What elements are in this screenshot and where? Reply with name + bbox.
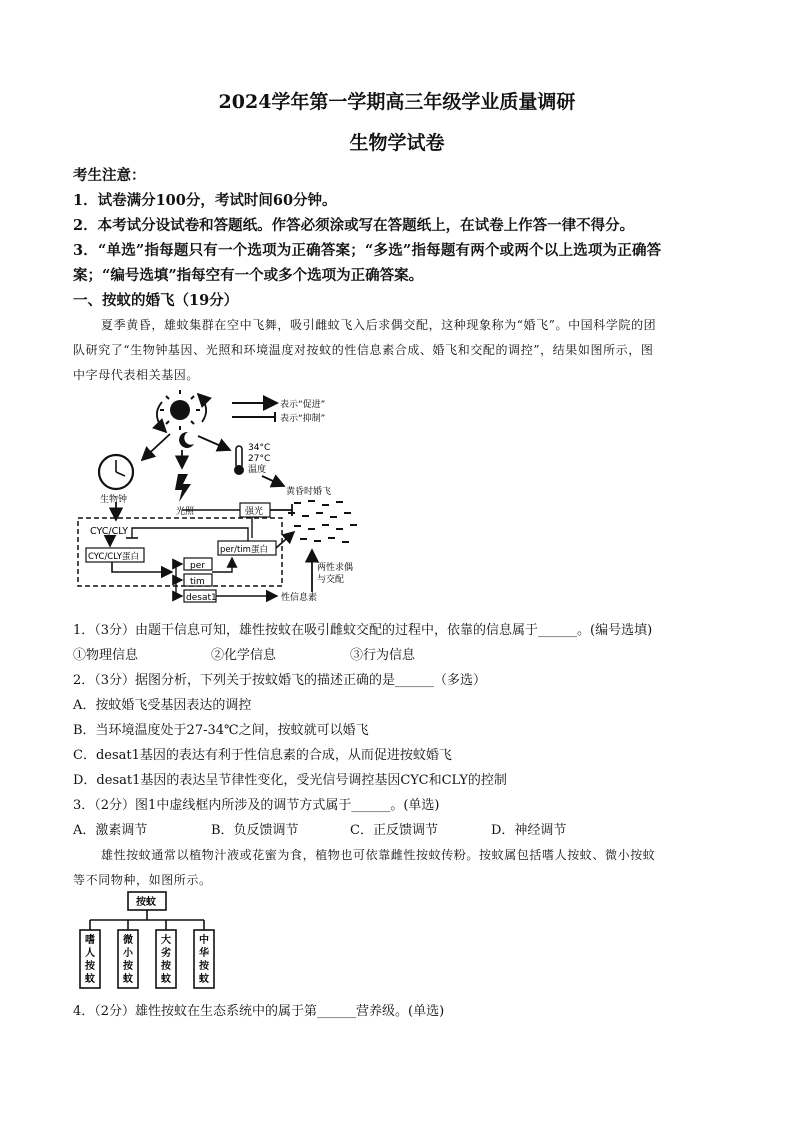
intro-line-1: 夏季黄昏，雄蚊集群在空中飞舞，吸引雌蚊飞入后求偶交配，这种现象称为“婚飞”。中国科学院的团 [101,318,657,332]
legend-inhibit: 表示“抑制” [280,414,326,424]
clock-label: 生物钟 [100,495,128,505]
q1-option-3: ③行为信息 [350,648,416,663]
q4-text: 4．（2分）雄性按蚊在生态系统中的属于第______营养级。(单选) [73,1004,445,1019]
gene-tim: tim [190,577,205,587]
regulation-diagram [72,388,372,606]
q2-text: 2．（3分）据图分析，下列关于按蚊婚飞的描述正确的是______（多选） [73,673,487,688]
strong-light-box: 强光 [245,507,264,517]
per-tim-protein: per/tim蛋白 [220,545,268,555]
tree-leaf-4: 中华按蚊 [199,935,209,985]
intro-line-2: 队研究了“生物钟基因、光照和环境温度对按蚊的性信息素合成、婚飞和交配的调控”，结果如图所示，图 [73,343,654,357]
tree-leaf-3: 大劣按蚊 [161,935,171,985]
moon-icon [179,432,194,448]
mosquito-swarm-icon [288,500,357,543]
temp-high: 34°C [248,443,271,453]
para2-line-2: 等不同物种，如图所示。 [73,873,212,887]
pheromone-label: 性信息素 [281,593,318,603]
mating-label-1: 两性求偶 [317,563,354,573]
q2-option-d: D．desat1基因的表达呈节律性变化，受光信号调控基因CYC和CLY的控制 [73,773,507,788]
temp-low: 27°C [248,454,271,464]
gene-desat1: desat1 [186,593,217,603]
tree-root: 按蚊 [136,897,156,908]
cyc-cly-gene: CYC/CLY [90,526,129,537]
q3-option-d: D．神经调节 [491,823,567,838]
tree-leaf-1: 嗜人按蚊 [85,935,95,985]
q2-option-b: B．当环境温度处于27-34℃之间，按蚊就可以婚飞 [73,723,369,738]
light-label: 光照 [176,507,195,517]
dusk-swarm-label: 黄昏时婚飞 [286,487,332,497]
q2-option-c: C．desat1基因的表达有利于性信息素的合成，从而促进按蚊婚飞 [73,748,452,763]
exam-subtitle: 生物学试卷 [349,132,445,154]
clock-icon [99,455,133,489]
tree-leaf-2: 微小按蚊 [123,935,133,985]
exam-title: 2024学年第一学期高三年级学业质量调研 [218,91,576,113]
cyc-cly-protein: CYC/CLY蛋白 [88,552,140,562]
notice-item-3-cont: 案；“编号选填”指每空有一个或多个选项为正确答案。 [73,267,424,284]
lightning-icon [175,474,191,502]
para2-line-1: 雄性按蚊通常以植物汁液或花蜜为食，植物也可依靠雌性按蚊传粉。按蚊属包括嗜人按蚊、微小按蚊 [101,848,656,862]
legend-promote: 表示“促进” [280,400,326,410]
notice-item-2: 2．本考试分设试卷和答题纸。作答必须涂或写在答题纸上，在试卷上作答一律不得分。 [73,217,635,234]
temp-label: 温度 [248,465,267,475]
sun-icon [160,390,200,430]
section-heading: 一、按蚊的婚飞（19分） [73,292,239,309]
gene-per: per [190,561,205,571]
mating-label-2: 与交配 [317,575,345,585]
thermometer-icon [234,446,244,475]
q3-text: 3．（2分）图1中虚线框内所涉及的调节方式属于______。(单选) [73,798,440,813]
genus-tree-diagram [76,890,222,994]
q2-option-a: A．按蚊婚飞受基因表达的调控 [73,698,252,713]
notice-heading: 考生注意： [73,167,146,184]
intro-line-3: 中字母代表相关基因。 [73,368,200,382]
notice-item-3: 3．“单选”指每题只有一个选项为正确答案；“多选”指每题有两个或两个以上选项为正确答 [73,242,662,259]
q3-option-b: B．负反馈调节 [211,823,299,838]
q3-option-a: A．激素调节 [73,823,148,838]
q1-option-1: ①物理信息 [73,648,139,663]
q3-option-c: C．正反馈调节 [350,823,438,838]
q1-text: 1．（3分）由题干信息可知，雄性按蚊在吸引雌蚊交配的过程中，依靠的信息属于______。(编号选填) [73,623,653,638]
q1-option-2: ②化学信息 [211,648,277,663]
notice-item-1: 1．试卷满分100分，考试时间60分钟。 [73,192,337,209]
